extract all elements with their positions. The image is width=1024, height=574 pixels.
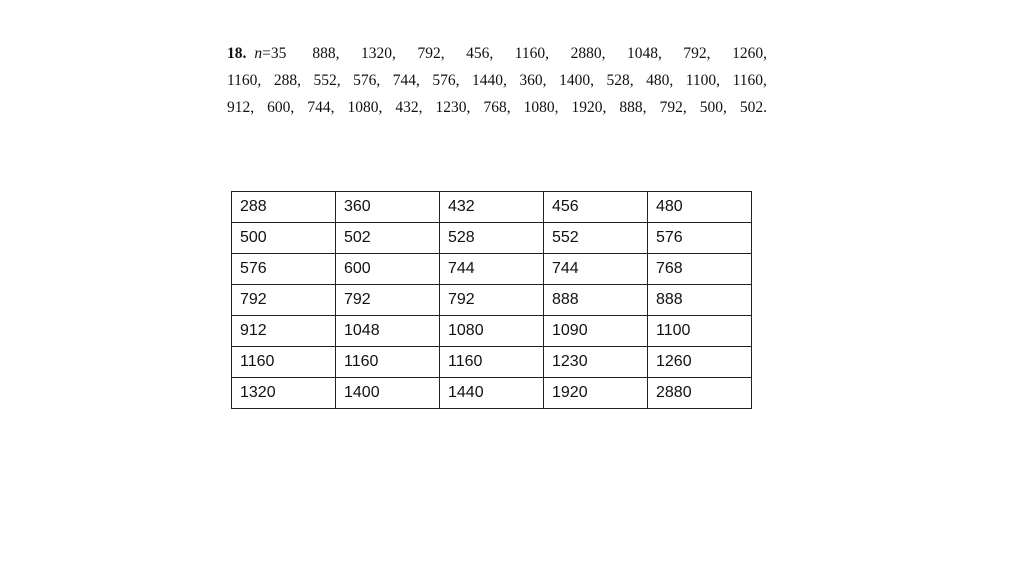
data-value: 1320, bbox=[361, 45, 396, 62]
table-row bbox=[232, 285, 752, 316]
table-cell: 600 bbox=[336, 254, 440, 285]
data-value: 1160, bbox=[732, 72, 767, 89]
data-value: 744, bbox=[392, 72, 420, 89]
table-cell: 1160 bbox=[232, 347, 336, 378]
data-value: 1160, bbox=[227, 72, 262, 89]
table-row bbox=[232, 378, 752, 409]
data-value: 576, bbox=[432, 72, 460, 89]
data-value: 912, bbox=[227, 99, 255, 116]
data-values-line-1 bbox=[312, 40, 767, 67]
sample-size-value: =35 bbox=[262, 45, 287, 62]
data-value: 792, bbox=[659, 99, 687, 116]
table-cell: 792 bbox=[440, 285, 544, 316]
table-cell: 1260 bbox=[648, 347, 752, 378]
data-values-line-2 bbox=[227, 67, 767, 94]
table-cell: 480 bbox=[648, 192, 752, 223]
table-row bbox=[232, 316, 752, 347]
table-cell: 1400 bbox=[336, 378, 440, 409]
data-value: 360, bbox=[519, 72, 547, 89]
table-cell: 1160 bbox=[336, 347, 440, 378]
table-cell: 432 bbox=[440, 192, 544, 223]
problem-statement bbox=[227, 40, 767, 121]
data-value: 744, bbox=[307, 99, 335, 116]
data-value: 1080, bbox=[523, 99, 559, 116]
table-cell: 1090 bbox=[544, 316, 648, 347]
data-value: 528, bbox=[606, 72, 634, 89]
data-value: 576, bbox=[353, 72, 381, 89]
problem-number: 18. bbox=[227, 45, 247, 62]
table-cell: 288 bbox=[232, 192, 336, 223]
data-value: 1048, bbox=[627, 45, 662, 62]
sorted-values-table bbox=[231, 191, 752, 409]
data-value: 888, bbox=[619, 99, 647, 116]
table-cell: 500 bbox=[232, 223, 336, 254]
data-value: 792, bbox=[683, 45, 711, 62]
table-cell: 768 bbox=[648, 254, 752, 285]
data-value: 456, bbox=[466, 45, 494, 62]
table-cell: 1100 bbox=[648, 316, 752, 347]
table-cell: 576 bbox=[232, 254, 336, 285]
data-value: 2880, bbox=[570, 45, 606, 62]
table-cell: 792 bbox=[336, 285, 440, 316]
data-value: 888, bbox=[312, 45, 340, 62]
table-cell: 1160 bbox=[440, 347, 544, 378]
data-values-line-3 bbox=[227, 94, 767, 121]
data-value: 792, bbox=[417, 45, 445, 62]
data-value: 1230, bbox=[435, 99, 471, 116]
data-value: 432, bbox=[395, 99, 423, 116]
data-value: 1260, bbox=[732, 45, 767, 62]
table-cell: 576 bbox=[648, 223, 752, 254]
table-cell: 1230 bbox=[544, 347, 648, 378]
sample-size-variable: n bbox=[254, 45, 263, 62]
table-cell: 912 bbox=[232, 316, 336, 347]
data-value: 480, bbox=[646, 72, 674, 89]
data-value: 1440, bbox=[472, 72, 507, 89]
data-value: 768, bbox=[483, 99, 511, 116]
table-cell: 1048 bbox=[336, 316, 440, 347]
table-cell: 792 bbox=[232, 285, 336, 316]
table-cell: 888 bbox=[544, 285, 648, 316]
table-row bbox=[232, 254, 752, 285]
data-value: 1080, bbox=[347, 99, 383, 116]
table-cell: 2880 bbox=[648, 378, 752, 409]
table-cell: 1920 bbox=[544, 378, 648, 409]
data-value: 1100, bbox=[685, 72, 721, 89]
table-cell: 744 bbox=[440, 254, 544, 285]
table-row bbox=[232, 223, 752, 254]
data-value: 1920, bbox=[571, 99, 607, 116]
data-value: 600, bbox=[267, 99, 295, 116]
table-cell: 528 bbox=[440, 223, 544, 254]
data-value: 500, bbox=[699, 99, 727, 116]
table-cell: 1080 bbox=[440, 316, 544, 347]
table-cell: 744 bbox=[544, 254, 648, 285]
data-value: 1160, bbox=[514, 45, 550, 62]
table-cell: 552 bbox=[544, 223, 648, 254]
data-value: 1400, bbox=[559, 72, 594, 89]
problem-line-1 bbox=[227, 40, 767, 67]
table-cell: 1320 bbox=[232, 378, 336, 409]
table-cell: 502 bbox=[336, 223, 440, 254]
table-cell: 360 bbox=[336, 192, 440, 223]
table-cell: 1440 bbox=[440, 378, 544, 409]
table-cell: 888 bbox=[648, 285, 752, 316]
data-value: 288, bbox=[273, 72, 301, 89]
data-value: 552, bbox=[313, 72, 341, 89]
table-row bbox=[232, 347, 752, 378]
table-cell: 456 bbox=[544, 192, 648, 223]
table-row bbox=[232, 192, 752, 223]
data-value: 502. bbox=[739, 99, 767, 116]
